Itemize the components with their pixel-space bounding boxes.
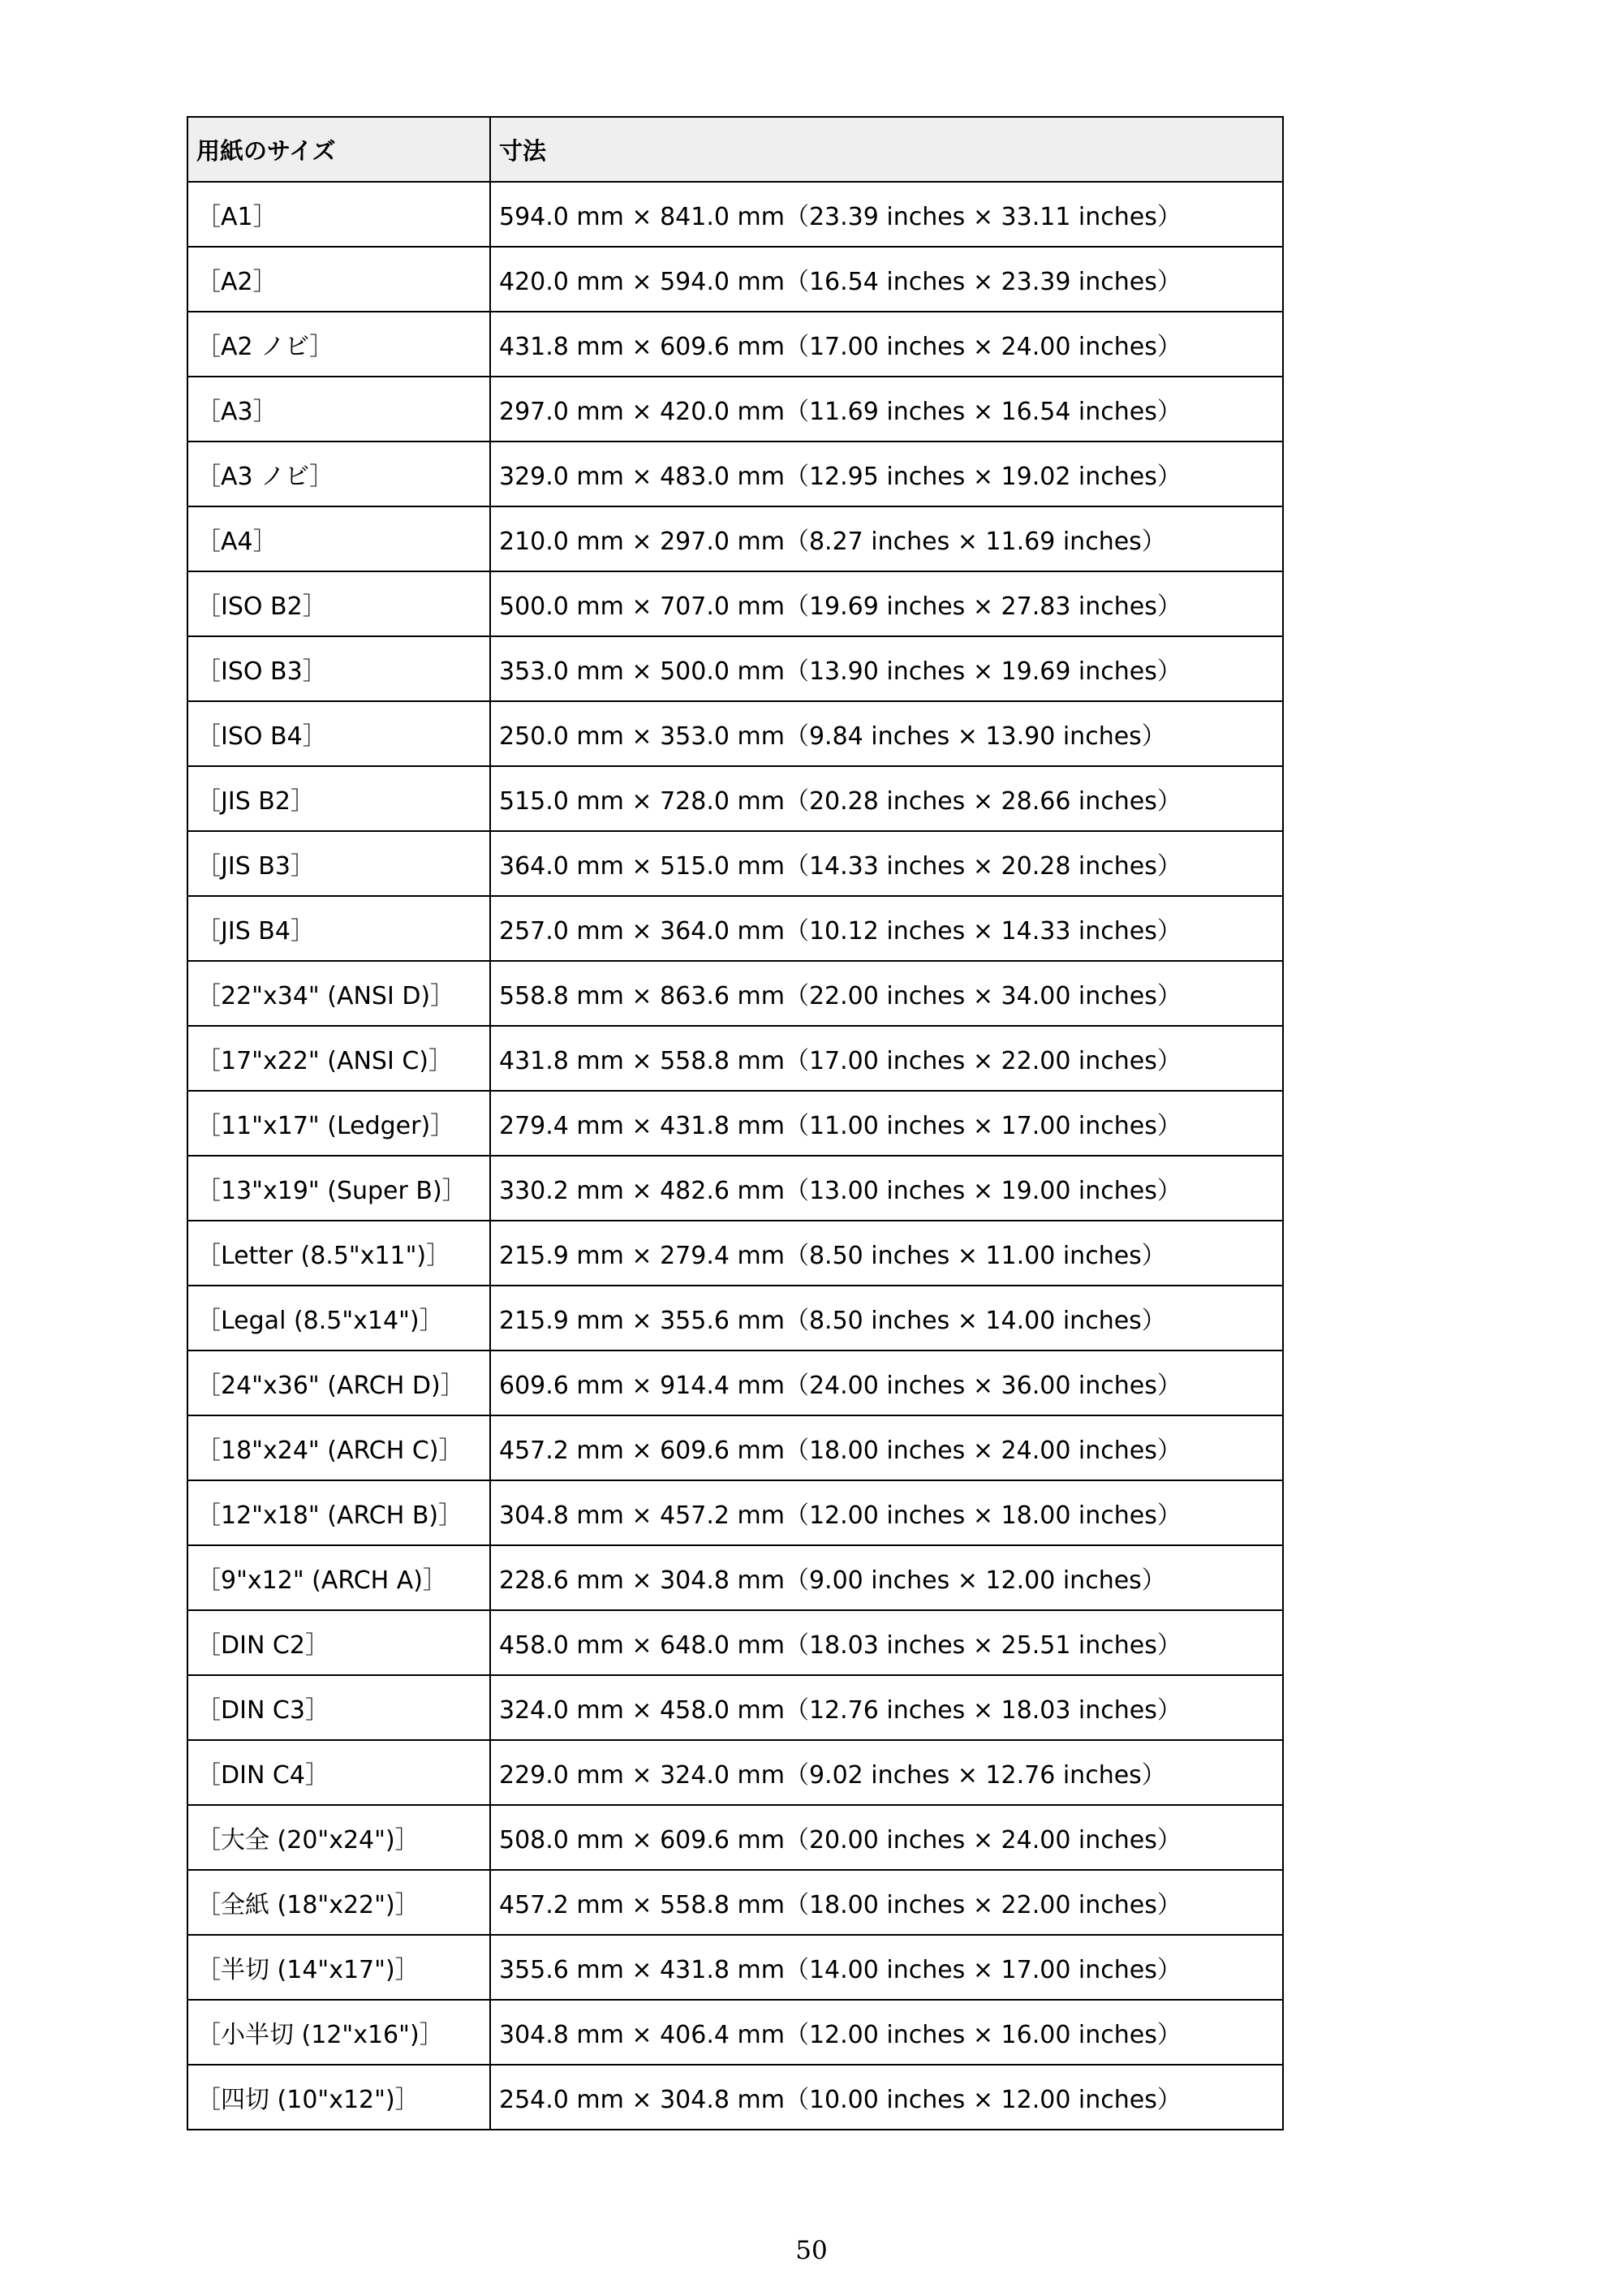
- paper-size-cell: ［DIN C2］: [187, 1610, 490, 1675]
- dimensions-cell: 594.0 mm × 841.0 mm（23.39 inches × 33.11 inches）: [490, 182, 1283, 247]
- paper-size-cell: ［小半切 (12"x16")］: [187, 2000, 490, 2065]
- page-number: 50: [795, 2236, 828, 2265]
- dimensions-cell: 457.2 mm × 558.8 mm（18.00 inches × 22.00 inches）: [490, 1870, 1283, 1935]
- table-row: [187, 182, 1283, 247]
- paper-size-cell: ［9"x12" (ARCH A)］: [187, 1545, 490, 1610]
- table-row: [187, 766, 1283, 831]
- table-row: [187, 1221, 1283, 1286]
- table-row: [187, 1480, 1283, 1545]
- table-row: [187, 1805, 1283, 1870]
- table-row: [187, 1350, 1283, 1415]
- paper-size-cell: ［17"x22" (ANSI C)］: [187, 1026, 490, 1091]
- table-row: [187, 1415, 1283, 1480]
- dimensions-cell: 215.9 mm × 355.6 mm（8.50 inches × 14.00 inches）: [490, 1286, 1283, 1350]
- table-row: [187, 247, 1283, 312]
- dimensions-cell: 228.6 mm × 304.8 mm（9.00 inches × 12.00 inches）: [490, 1545, 1283, 1610]
- table-row: [187, 312, 1283, 377]
- dimensions-cell: 257.0 mm × 364.0 mm（10.12 inches × 14.33 inches）: [490, 896, 1283, 961]
- dimensions-cell: 431.8 mm × 609.6 mm（17.00 inches × 24.00 inches）: [490, 312, 1283, 377]
- dimensions-cell: 558.8 mm × 863.6 mm（22.00 inches × 34.00 inches）: [490, 961, 1283, 1026]
- table-header: [187, 117, 1283, 182]
- table-row: [187, 701, 1283, 766]
- dimensions-cell: 330.2 mm × 482.6 mm（13.00 inches × 19.00 inches）: [490, 1156, 1283, 1221]
- paper-size-cell: ［18"x24" (ARCH C)］: [187, 1415, 490, 1480]
- table-row: [187, 2000, 1283, 2065]
- table-row: [187, 1935, 1283, 2000]
- dimensions-cell: 353.0 mm × 500.0 mm（13.90 inches × 19.69 inches）: [490, 636, 1283, 701]
- dimensions-cell: 229.0 mm × 324.0 mm（9.02 inches × 12.76 inches）: [490, 1740, 1283, 1805]
- dimensions-cell: 324.0 mm × 458.0 mm（12.76 inches × 18.03 inches）: [490, 1675, 1283, 1740]
- table-row: [187, 2065, 1283, 2130]
- table-row: [187, 377, 1283, 442]
- table-row: [187, 1675, 1283, 1740]
- dimensions-cell: 431.8 mm × 558.8 mm（17.00 inches × 22.00 inches）: [490, 1026, 1283, 1091]
- paper-size-cell: ［A4］: [187, 506, 490, 571]
- paper-size-cell: ［大全 (20"x24")］: [187, 1805, 490, 1870]
- paper-size-cell: ［ISO B4］: [187, 701, 490, 766]
- dimensions-cell: 215.9 mm × 279.4 mm（8.50 inches × 11.00 inches）: [490, 1221, 1283, 1286]
- header-dimensions: 寸法: [490, 117, 1283, 182]
- dimensions-cell: 304.8 mm × 406.4 mm（12.00 inches × 16.00 inches）: [490, 2000, 1283, 2065]
- paper-size-cell: ［13"x19" (Super B)］: [187, 1156, 490, 1221]
- dimensions-cell: 279.4 mm × 431.8 mm（11.00 inches × 17.00 inches）: [490, 1091, 1283, 1156]
- paper-size-cell: ［12"x18" (ARCH B)］: [187, 1480, 490, 1545]
- paper-size-cell: ［JIS B2］: [187, 766, 490, 831]
- table-row: [187, 1026, 1283, 1091]
- paper-size-cell: ［DIN C3］: [187, 1675, 490, 1740]
- dimensions-cell: 515.0 mm × 728.0 mm（20.28 inches × 28.66 inches）: [490, 766, 1283, 831]
- dimensions-cell: 609.6 mm × 914.4 mm（24.00 inches × 36.00 inches）: [490, 1350, 1283, 1415]
- table-row: [187, 831, 1283, 896]
- paper-size-cell: ［A1］: [187, 182, 490, 247]
- dimensions-cell: 458.0 mm × 648.0 mm（18.03 inches × 25.51 inches）: [490, 1610, 1283, 1675]
- dimensions-cell: 420.0 mm × 594.0 mm（16.54 inches × 23.39 inches）: [490, 247, 1283, 312]
- paper-size-cell: ［JIS B3］: [187, 831, 490, 896]
- table-row: [187, 961, 1283, 1026]
- table-row: [187, 1286, 1283, 1350]
- dimensions-cell: 500.0 mm × 707.0 mm（19.69 inches × 27.83 inches）: [490, 571, 1283, 636]
- paper-size-cell: ［全紙 (18"x22")］: [187, 1870, 490, 1935]
- paper-size-cell: ［11"x17" (Ledger)］: [187, 1091, 490, 1156]
- paper-size-table: [187, 116, 1284, 2130]
- paper-size-cell: ［ISO B2］: [187, 571, 490, 636]
- paper-size-cell: ［A2 ノビ］: [187, 312, 490, 377]
- table-row: [187, 636, 1283, 701]
- paper-size-cell: ［22"x34" (ANSI D)］: [187, 961, 490, 1026]
- dimensions-cell: 210.0 mm × 297.0 mm（8.27 inches × 11.69 inches）: [490, 506, 1283, 571]
- header-paper-size: 用紙のサイズ: [187, 117, 490, 182]
- dimensions-cell: 364.0 mm × 515.0 mm（14.33 inches × 20.28 inches）: [490, 831, 1283, 896]
- paper-size-cell: ［Letter (8.5"x11")］: [187, 1221, 490, 1286]
- table-row: [187, 506, 1283, 571]
- table-row: [187, 1740, 1283, 1805]
- table-row: [187, 1610, 1283, 1675]
- paper-size-cell: ［ISO B3］: [187, 636, 490, 701]
- header-row: [187, 117, 1283, 182]
- dimensions-cell: 457.2 mm × 609.6 mm（18.00 inches × 24.00 inches）: [490, 1415, 1283, 1480]
- dimensions-cell: 250.0 mm × 353.0 mm（9.84 inches × 13.90 inches）: [490, 701, 1283, 766]
- table-row: [187, 571, 1283, 636]
- paper-size-cell: ［A2］: [187, 247, 490, 312]
- table-row: [187, 1091, 1283, 1156]
- paper-size-cell: ［A3］: [187, 377, 490, 442]
- dimensions-cell: 355.6 mm × 431.8 mm（14.00 inches × 17.00 inches）: [490, 1935, 1283, 2000]
- table-row: [187, 896, 1283, 961]
- paper-size-cell: ［24"x36" (ARCH D)］: [187, 1350, 490, 1415]
- dimensions-cell: 297.0 mm × 420.0 mm（11.69 inches × 16.54 inches）: [490, 377, 1283, 442]
- dimensions-cell: 254.0 mm × 304.8 mm（10.00 inches × 12.00 inches）: [490, 2065, 1283, 2130]
- table-row: [187, 1545, 1283, 1610]
- table-body: [187, 182, 1283, 2130]
- paper-size-cell: ［半切 (14"x17")］: [187, 1935, 490, 2000]
- table-row: [187, 442, 1283, 506]
- paper-size-cell: ［Legal (8.5"x14")］: [187, 1286, 490, 1350]
- table-row: [187, 1156, 1283, 1221]
- dimensions-cell: 508.0 mm × 609.6 mm（20.00 inches × 24.00 inches）: [490, 1805, 1283, 1870]
- paper-size-cell: ［四切 (10"x12")］: [187, 2065, 490, 2130]
- dimensions-cell: 329.0 mm × 483.0 mm（12.95 inches × 19.02 inches）: [490, 442, 1283, 506]
- table-row: [187, 1870, 1283, 1935]
- paper-size-cell: ［DIN C4］: [187, 1740, 490, 1805]
- paper-size-cell: ［JIS B4］: [187, 896, 490, 961]
- paper-size-cell: ［A3 ノビ］: [187, 442, 490, 506]
- dimensions-cell: 304.8 mm × 457.2 mm（12.00 inches × 18.00 inches）: [490, 1480, 1283, 1545]
